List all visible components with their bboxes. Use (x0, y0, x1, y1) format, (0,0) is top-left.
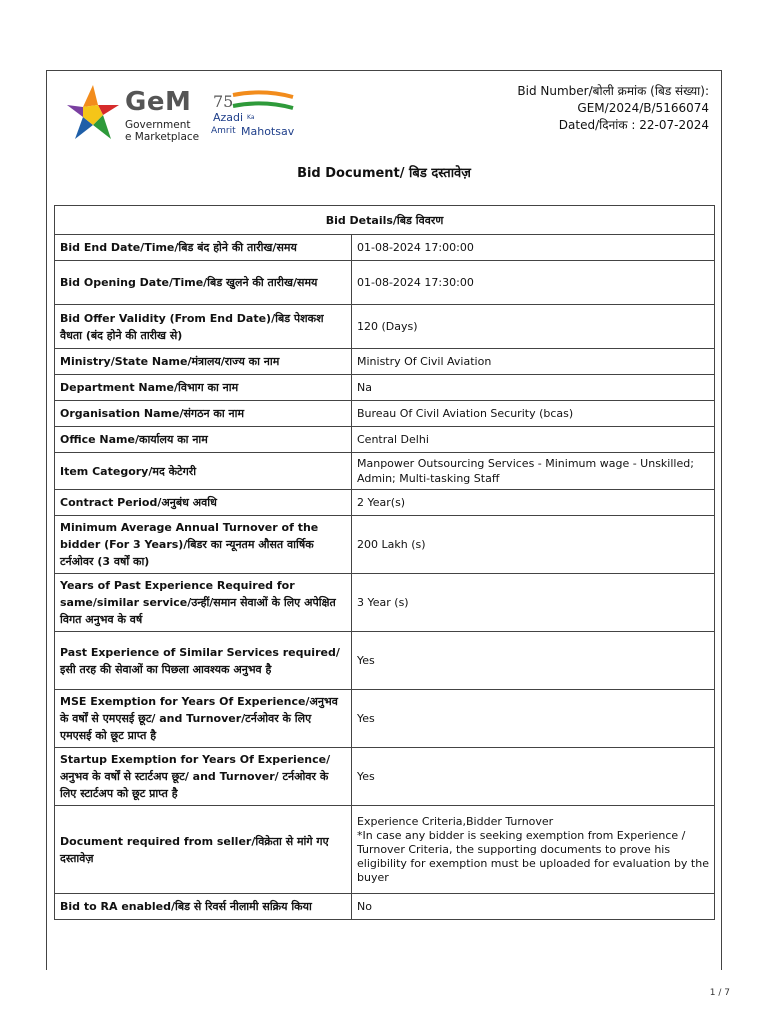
gem-subtitle-line1: Government (125, 119, 191, 131)
row-value: Yes (352, 690, 715, 748)
table-row (55, 806, 715, 894)
table-row (55, 349, 715, 375)
row-value: 2 Year(s) (352, 490, 715, 516)
row-value: 01-08-2024 17:30:00 (352, 261, 715, 305)
row-value: 3 Year (s) (352, 574, 715, 632)
row-label: Contract Period/अनुबंध अवधि (55, 490, 352, 516)
row-value: Ministry Of Civil Aviation (352, 349, 715, 375)
gem-subtitle-line2: e Marketplace (125, 131, 200, 143)
document-header (47, 71, 721, 181)
bid-number-value: GEM/2024/B/5166074 (577, 101, 709, 115)
table-row (55, 516, 715, 574)
table-body (55, 235, 715, 920)
dated-label: Dated/दिनांक : (558, 118, 640, 132)
row-label: Bid Offer Validity (From End Date)/बिड पेशकश वैधता (बंद होने की तारीख से) (55, 305, 352, 349)
row-label: Startup Exemption for Years Of Experience/अनुभव के वर्षों से स्टार्टअप छूट/ and Turnover/ टर्नओवर के लिए स्टार्टअप को छूट प्राप्त है (55, 748, 352, 806)
dated-value: 22-07-2024 (639, 118, 709, 132)
azadi-word: Azadi (213, 111, 244, 124)
table-header-row (55, 206, 715, 235)
bid-number-label: Bid Number/बोली क्रमांक (बिड संख्या): (517, 84, 709, 98)
page-number: 1 / 7 (709, 988, 730, 998)
mahotsav-word: Mahotsav (241, 125, 295, 138)
row-value: 120 (Days) (352, 305, 715, 349)
document-page (46, 70, 722, 970)
table-row (55, 690, 715, 748)
row-value: Yes (352, 748, 715, 806)
gem-wordmark: GeM (125, 87, 192, 117)
table-row (55, 632, 715, 690)
row-label: Bid End Date/Time/बिड बंद होने की तारीख/समय (55, 235, 352, 261)
table-row (55, 748, 715, 806)
table-row (55, 490, 715, 516)
row-label: Bid to RA enabled/बिड से रिवर्स नीलामी सक्रिय किया (55, 894, 352, 920)
row-label: Department Name/विभाग का नाम (55, 375, 352, 401)
row-label: Years of Past Experience Required for same/similar service/उन्हीं/समान सेवाओं के लिए अपेक्षित विगत अनुभव के वर्ष (55, 574, 352, 632)
azadi-number: 75 (213, 92, 234, 111)
table-row (55, 574, 715, 632)
gem-logo (65, 83, 205, 143)
table-row (55, 305, 715, 349)
azadi-ka-word: Ka (247, 114, 255, 121)
row-value: No (352, 894, 715, 920)
row-value: Experience Criteria,Bidder Turnover *In case any bidder is seeking exemption from Experience / Turnover Criteria, the supporting documents to prove his eligibility for exemption must be uploaded for evaluation by the buyer (352, 806, 715, 894)
row-label: Ministry/State Name/मंत्रालय/राज्य का नाम (55, 349, 352, 375)
table-row (55, 235, 715, 261)
row-label: Past Experience of Similar Services required/इसी तरह की सेवाओं का पिछला आवश्यक अनुभव है (55, 632, 352, 690)
bid-dated-row (517, 117, 709, 134)
gem-star-icon (65, 83, 121, 143)
row-value: Na (352, 375, 715, 401)
table-row (55, 453, 715, 490)
row-value: Central Delhi (352, 427, 715, 453)
row-label: Document required from seller/विक्रेता से मांगे गए दस्तावेज़ (55, 806, 352, 894)
row-label: Office Name/कार्यालय का नाम (55, 427, 352, 453)
row-value: 200 Lakh (s) (352, 516, 715, 574)
row-value: 01-08-2024 17:00:00 (352, 235, 715, 261)
row-label: MSE Exemption for Years Of Experience/अनुभव के वर्षों से एमएसई छूट/ and Turnover/टर्नओवर के लिए एमएसई को छूट प्राप्त है (55, 690, 352, 748)
bid-details-table (54, 205, 715, 920)
table-row (55, 427, 715, 453)
row-label: Bid Opening Date/Time/बिड खुलने की तारीख/समय (55, 261, 352, 305)
row-label: Item Category/मद केटेगरी (55, 453, 352, 490)
table-heading: Bid Details/बिड विवरण (55, 206, 715, 235)
table-row (55, 375, 715, 401)
amrit-word: Amrit (211, 126, 236, 136)
row-label: Minimum Average Annual Turnover of the bidder (For 3 Years)/बिडर का न्यूनतम औसत वार्षिक टर्नओवर (3 वर्षों का) (55, 516, 352, 574)
gem-subtitle (125, 119, 199, 143)
row-label: Organisation Name/संगठन का नाम (55, 401, 352, 427)
row-value: Yes (352, 632, 715, 690)
row-value: Bureau Of Civil Aviation Security (bcas) (352, 401, 715, 427)
table-row (55, 261, 715, 305)
table-row (55, 894, 715, 920)
table-row (55, 401, 715, 427)
page-title: Bid Document/ बिड दस्तावेज़ (297, 166, 471, 181)
bid-meta-block (517, 83, 709, 134)
azadi-ka-amrit-mahotsav-logo (211, 89, 301, 139)
row-value: Manpower Outsourcing Services - Minimum wage - Unskilled; Admin; Multi-tasking Staff (352, 453, 715, 490)
